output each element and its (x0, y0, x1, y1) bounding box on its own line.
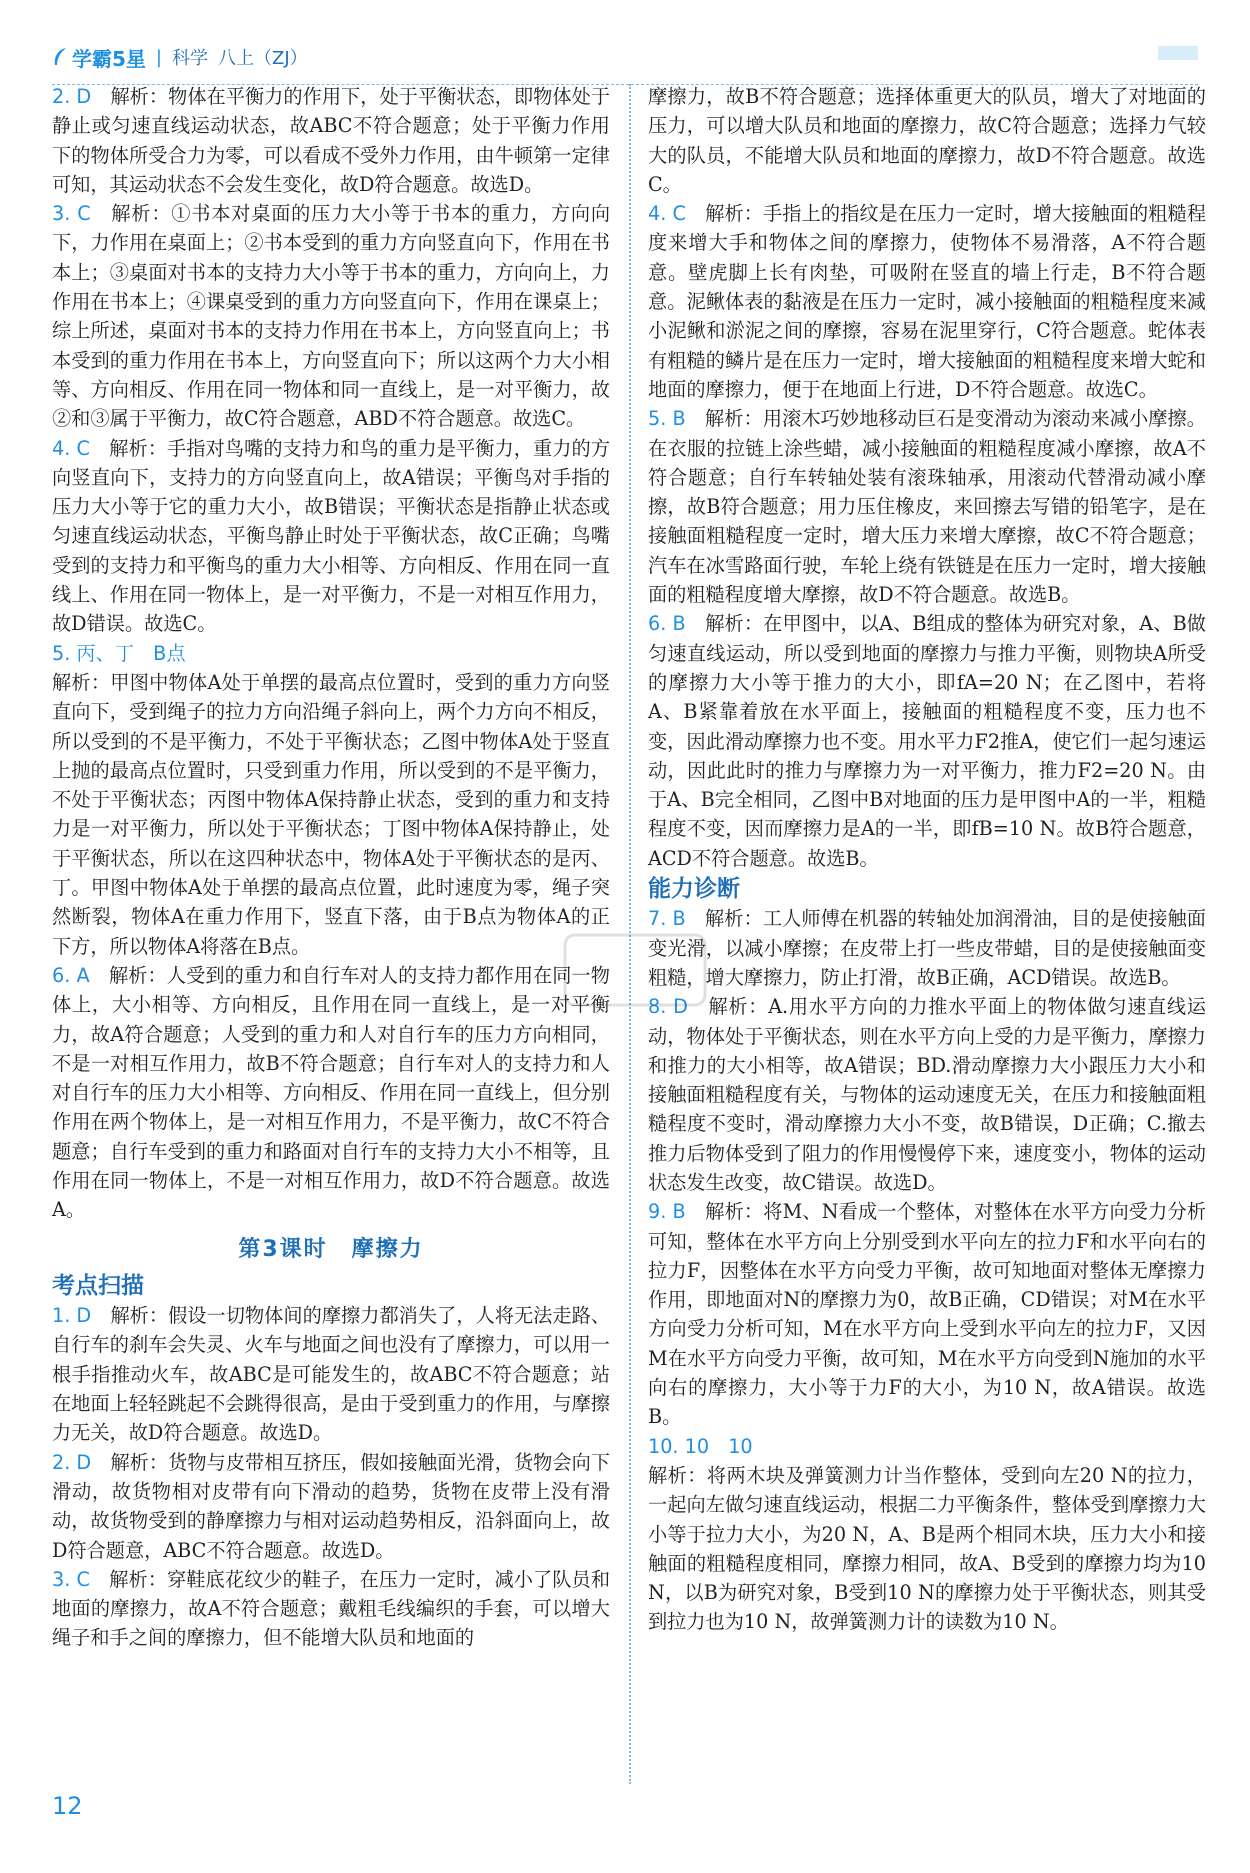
answer-item (648, 609, 1206, 873)
answer-item (52, 82, 610, 199)
answer-explanation: 解析：用滚木巧妙地移动巨石是变滑动为滚动来减小摩擦。在衣服的拉链上涂些蜡，减小接触面的粗糙程度减小摩擦，故A不符合题意；自行车转轴处装有滚珠轴承，用滚动代替滑动减小摩擦，故B符合题意；用力压住橡皮，来回擦去写错的铅笔字，是在接触面粗糙程度一定时，增大压力来增大摩擦，故C不符合题意；汽车在冰雪路面行驶，车轮上绕有铁链是在压力一定时，增大接触面的粗糙程度增大摩擦，故D不符合题意。故选B。 (648, 407, 1206, 607)
page-header: 学霸5星 | 科学 八上（ZJ） (52, 42, 308, 72)
answer-number: 6. A (52, 963, 90, 987)
grade: 八上（ZJ） (218, 48, 308, 69)
answer-number: 8. D (648, 995, 688, 1019)
answer-item (52, 1448, 610, 1565)
answer-number: 3. C (52, 202, 91, 226)
answer-explanation: 解析：穿鞋底花纹少的鞋子，在压力一定时，减小了队员和地面的摩擦力，故A不符合题意；戴粗毛线编织的手套，可以增大绳子和手之间的摩擦力，但不能增大队员和地面的 (52, 1567, 611, 1650)
answer-number: 6. B (648, 612, 686, 636)
answer-item (648, 904, 1206, 992)
answer-number: 4. C (648, 202, 686, 226)
answer-item (648, 82, 1206, 199)
answer-explanation: 解析：手指对鸟嘴的支持力和鸟的重力是平衡力，重力的方向竖直向下，支持力的方向竖直向上，故A错误；平衡鸟对手指的压力大小等于它的重力大小，故B错误；平衡状态是指静止状态或匀速直线运动状态，平衡鸟静止时处于平衡状态，故C正确；鸟嘴受到的支持力和平衡鸟的重力大小相等、方向相反、作用在同一直线上、作用在同一物体上，是一对平衡力，不是一对相互作用力，故D错误。故选C。 (52, 436, 611, 636)
answer-item (52, 639, 610, 668)
answer-item (52, 1301, 610, 1447)
answer-explanation: 解析：工人师傅在机器的转轴处加润滑油，目的是使接触面变光滑，以减小摩擦；在皮带上打一些皮带蜡，目的是使接触面变粗糙，增大摩擦力，防止打滑，故B正确，ACD错误。故选B。 (648, 907, 1206, 989)
watermark (560, 930, 710, 1010)
answer-explanation: 解析：A.用水平方向的力推水平面上的物体做匀速直线运动，物体处于平衡状态，则在水平方向上受的力是平衡力，摩擦力和推力的大小相等，故A错误；BD.滑动摩擦力大小跟压力大小和接触面粗糙程度有关，与物体的运动速度无关，在压力和接触面粗糙程度不变时，滑动摩擦力大小不变，故B错误，D正确；C.撤去推力后物体受到了阻力的作用慢慢停下来，速度变小，物体的运动状态发生改变，故C错误。故选D。 (648, 995, 1206, 1194)
answer-explanation: 解析：在甲图中，以A、B组成的整体为研究对象，A、B做匀速直线运动，所以受到地面的摩擦力与推力平衡，则物块A所受的摩擦力大小等于推力的大小，即fA=20 N；在乙图中，若将A、B紧靠着放在水平面上，接触面的粗糙程度不变，压力也不变，因此滑动摩擦力也不变。用水平力F2推A，使它们一起匀速运动，因此此时的推力与摩擦力为一对平衡力，推力F2=20 N。由于A、B完全相同，乙图中B对地面的压力是甲图中A的一半，粗糙程度不变，因而摩擦力是A的一半，即fB=10 N。故B符合题意，ACD不符合题意。故选B。 (648, 612, 1206, 870)
left-column (52, 82, 610, 1653)
answer-item (648, 404, 1206, 609)
answer-explanation: 解析：①书本对桌面的压力大小等于书本的重力，方向向下，力作用在桌面上；②书本受到的重力方向竖直向下，作用在书本上；③桌面对书本的支持力大小等于书本的重力，方向向上，力作用在书本上；④课桌受到的重力方向竖直向下，作用在课桌上；综上所述，桌面对书本的支持力作用在书本上，方向竖直向上；书本受到的重力作用在书本上，方向竖直向下；所以这两个力大小相等、方向相反、作用在同一物体和同一直线上，是一对平衡力，故②和③属于平衡力，故C符合题意，ABD不符合题意。故选C。 (52, 202, 611, 431)
header-decoration (1158, 46, 1198, 60)
answer-number: 5. B (648, 407, 686, 431)
brand-logo (52, 43, 146, 72)
answer-explanation: 解析：货物与皮带相互挤压，假如接触面光滑，货物会向下滑动，故货物相对皮带有向下滑动的趋势，货物在皮带上没有滑动，故货物受到的静摩擦力与相对运动趋势相反，沿斜面向上，故D符合题意，ABC不符合题意。故选D。 (52, 1450, 611, 1562)
answer-number: 4. C (52, 436, 90, 460)
brand-name: 学霸5星 (72, 46, 146, 71)
answer-explanation: 解析：人受到的重力和自行车对人的支持力都作用在同一物体上，大小相等、方向相反，且作用在同一直线上，是一对平衡力，故A符合题意；人受到的重力和人对自行车的压力方向相同，不是一对相互作用力，故B不符合题意；自行车对人的支持力和人对自行车的压力大小相等、方向相反、作用在同一直线上，但分别作用在两个物体上，是一对相互作用力，不是平衡力，故C不符合题意；自行车受到的重力和路面对自行车的支持力大小不相等，且作用在同一物体上，不是一对相互作用力，故D不符合题意。故选A。 (52, 963, 610, 1222)
answer-explanation: 解析：甲图中物体A处于单摆的最高点位置时，受到的重力方向竖直向下，受到绳子的拉力方向沿绳子斜向上，两个力方向不相反，所以受到的不是平衡力，不处于平衡状态；乙图中物体A处于竖直上抛的最高点位置时，只受到重力作用，所以受到的不是平衡力，不处于平衡状态；丙图中物体A保持静止状态，受到的重力和支持力是一对平衡力，所以处于平衡状态；丁图中物体A保持静止，处于平衡状态，所以在这四种状态中，物体A处于平衡状态的是丙、丁。甲图中物体A处于单摆的最高点位置，此时速度为零，绳子突然断裂，物体A在重力作用下，竖直下落，由于B点为物体A的正下方，所以物体A将落在B点。 (52, 670, 610, 958)
answer-explanation: 解析：假设一切物体间的摩擦力都消失了，人将无法走路、自行车的刹车会失灵、火车与地面之间也没有了摩擦力，可以用一根手指推动火车，故ABC是可能发生的，故ABC不符合题意；站在地面上轻轻跳起不会跳得很高，是由于受到重力的作用，与摩擦力无关，故D符合题意。故选D。 (52, 1304, 611, 1445)
answer-explanation: 解析：将两木块及弹簧测力计当作整体，受到向左20 N的拉力，一起向左做匀速直线运动，根据二力平衡条件，整体受到摩擦力大小等于拉力大小，为20 N，A、B是两个相同木块，压力大小和接触面的粗糙程度相同，摩擦力相同，故A、B受到的摩擦力均为10 N，以B为研究对象，B受到10 N的摩擦力处于平衡状态，则其受到拉力也为10 N，故弹簧测力计的读数为10 N。 (648, 1463, 1206, 1634)
section-heading-nengli: 能力诊断 (648, 876, 740, 903)
section-heading-kaodian: 考点扫描 (52, 1272, 144, 1299)
answer-explanation: 解析：物体在平衡力的作用下，处于平衡状态，即物体处于静止或匀速直线运动状态，故ABC不符合题意；处于平衡力作用下的物体所受合力为零，可以看成不受外力作用，由牛顿第一定律可知，其运动状态不会发生变化，故D符合题意。故选D。 (52, 85, 611, 196)
answer-explanation: 解析：将M、N看成一个整体，对整体在水平方向受力分析可知，整体在水平方向上分别受到水平向左的拉力F和水平向右的拉力F，因整体在水平方向受力平衡，故可知地面对整体无摩擦力作用，即地面对N的摩擦力为0，故B正确，CD错误；对M在水平方向受力分析可知，M在水平方向上受到水平向左的拉力F，又因M在水平方向受力平衡，故可知，M在水平方向受到N施加的水平向右的摩擦力，大小等于力F的大小，为10 N，故A错误。故选B。 (648, 1200, 1207, 1429)
lesson-title: 第3课时 摩擦力 (238, 1236, 424, 1262)
answer-explanation: 摩擦力，故B不符合题意；选择体重更大的队员，增大了对地面的压力，可以增大队员和地面的摩擦力，故C符合题意；选择力气较大的队员，不能增大队员和地面的摩擦力，故D不符合题意。故选C。 (648, 85, 1206, 196)
answer-item (648, 1461, 1206, 1637)
answer-number: 1. D (52, 1304, 92, 1328)
answer-item (648, 199, 1206, 404)
right-column (648, 82, 1206, 1637)
answer-item (52, 961, 610, 1225)
feather-icon (52, 47, 68, 67)
page-number: 12 (52, 1792, 83, 1820)
answer-number: 7. B (648, 907, 686, 931)
answer-item (52, 668, 610, 961)
answer-number: 10. 10 10 (648, 1434, 753, 1458)
answer-item (52, 1565, 610, 1653)
answer-item (648, 1197, 1206, 1431)
subject: 科学 (172, 48, 208, 69)
answer-explanation: 解析：手指上的指纹是在压力一定时，增大接触面的粗糙程度来增大手和物体之间的摩擦力，使物体不易滑落，A不符合题意。壁虎脚上长有肉垫，可吸附在竖直的墙上行走，B不符合题意。泥鳅体表的黏液是在压力一定时，减小接触面的粗糙程度来减小泥鳅和淤泥之间的摩擦，容易在泥里穿行，C符合题意。蛇体表有粗糙的鳞片是在压力一定时，增大接触面的粗糙程度来增大蛇和地面的摩擦力，便于在地面上行进，D不符合题意。故选C。 (648, 202, 1207, 401)
answer-number: 5. 丙、丁 B点 (52, 641, 186, 665)
answer-item (648, 992, 1206, 1197)
answer-number: 2. D (52, 85, 92, 108)
answer-item (648, 1432, 1206, 1461)
answer-item (52, 434, 610, 639)
answer-number: 9. B (648, 1200, 686, 1224)
answer-number: 3. C (52, 1567, 90, 1591)
answer-item (52, 199, 610, 433)
answer-number: 2. D (52, 1450, 92, 1474)
